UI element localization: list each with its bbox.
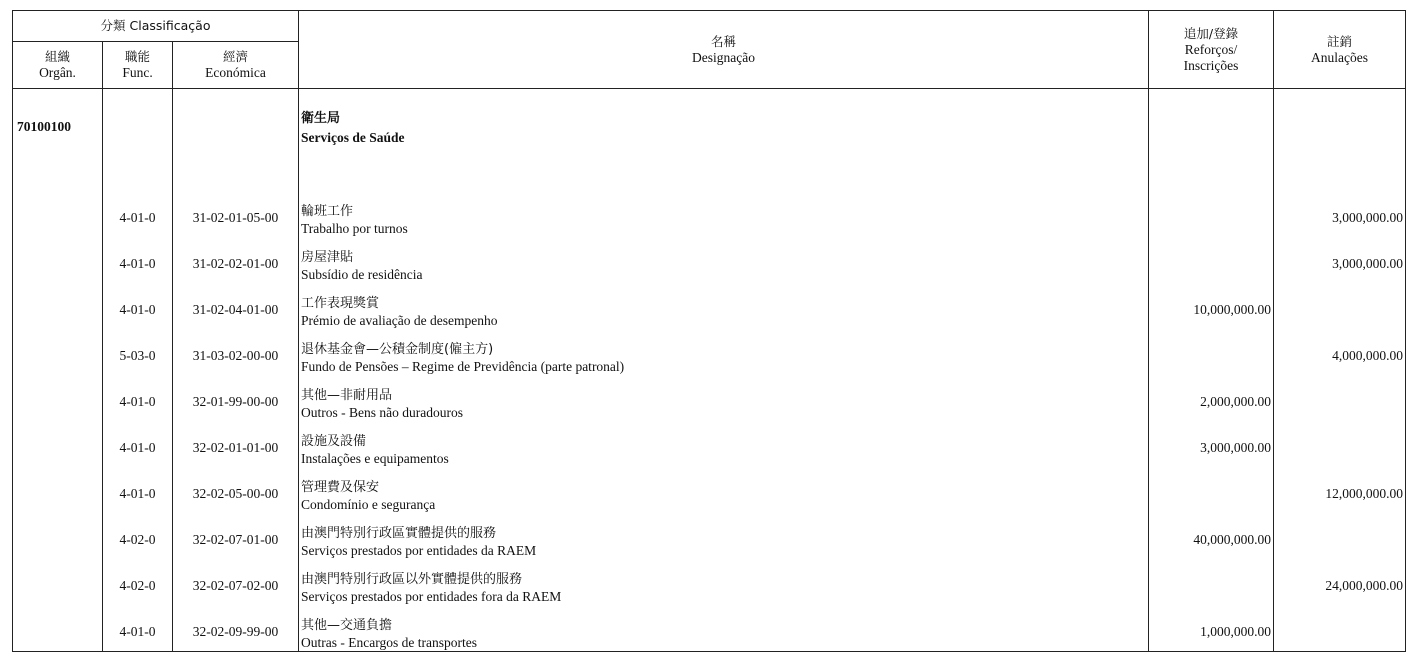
annulment-amount: 12,000,000.00 [1274, 467, 1406, 513]
econ-code: 32-02-05-00-00 [173, 467, 299, 513]
org-header-zh: 組織 [44, 49, 70, 64]
item-name-pt: Trabalho por turnos [301, 221, 408, 236]
econ-code: 31-02-04-01-00 [173, 283, 299, 329]
table-row [13, 605, 1406, 652]
org-cell [13, 237, 103, 283]
designation-header-zh: 名稱 [711, 33, 737, 49]
item-name-zh: 設施及設備 [301, 434, 367, 449]
annulment-amount [1274, 283, 1406, 329]
item-designation [299, 329, 1149, 375]
econ-code: 32-02-07-02-00 [173, 559, 299, 605]
reinforcement-amount [1149, 467, 1274, 513]
item-name-zh: 管理費及保安 [301, 480, 380, 495]
org-cell [13, 375, 103, 421]
table-header [13, 11, 1406, 89]
entity-row [13, 89, 1406, 192]
org-header-pt: Orgân. [39, 65, 76, 80]
func-code: 4-01-0 [103, 467, 173, 513]
item-name-zh: 退休基金會—公積金制度(僱主方) [301, 342, 494, 357]
budget-table [12, 10, 1406, 652]
func-code: 5-03-0 [103, 329, 173, 375]
item-designation [299, 191, 1149, 237]
org-header [13, 42, 103, 89]
item-designation [299, 421, 1149, 467]
org-cell [13, 605, 103, 652]
table-row [13, 559, 1406, 605]
annulments-header-zh: 註銷 [1327, 33, 1353, 49]
reinforcement-amount [1149, 191, 1274, 237]
item-name-pt: Serviços prestados por entidades da RAEM [301, 543, 537, 558]
reinforcement-amount: 1,000,000.00 [1149, 605, 1274, 652]
org-cell [13, 467, 103, 513]
entity-name-pt: Serviços de Saúde [301, 130, 405, 145]
entity-func-cell [103, 89, 173, 192]
org-cell [13, 559, 103, 605]
func-header-pt: Func. [122, 65, 153, 80]
org-cell [13, 329, 103, 375]
designation-header [299, 11, 1149, 89]
func-code: 4-02-0 [103, 559, 173, 605]
reinforcement-amount: 10,000,000.00 [1149, 283, 1274, 329]
item-name-pt: Fundo de Pensões – Regime de Previdência (parte patronal) [301, 359, 625, 374]
table-row [13, 191, 1406, 237]
econ-header [173, 42, 299, 89]
reinforcement-amount [1149, 559, 1274, 605]
item-name-zh: 由澳門特別行政區實體提供的服務 [301, 526, 497, 541]
table-row [13, 329, 1406, 375]
annulment-amount [1274, 513, 1406, 559]
item-designation [299, 559, 1149, 605]
econ-code: 32-02-09-99-00 [173, 605, 299, 652]
item-name-pt: Prémio de avaliação de desempenho [301, 313, 498, 328]
entity-econ-cell [173, 89, 299, 192]
item-name-pt: Instalações e equipamentos [301, 451, 449, 466]
item-name-zh: 工作表現獎賞 [301, 296, 380, 311]
reinforcements-header-pt1: Reforços/ [1184, 41, 1238, 57]
annulment-amount [1274, 375, 1406, 421]
reinforcement-amount: 2,000,000.00 [1149, 375, 1274, 421]
item-designation [299, 605, 1149, 652]
item-name-pt: Subsídio de residência [301, 267, 423, 282]
item-designation [299, 375, 1149, 421]
econ-code: 31-02-02-01-00 [173, 237, 299, 283]
table-body [13, 89, 1406, 652]
func-code: 4-01-0 [103, 421, 173, 467]
item-designation [299, 283, 1149, 329]
func-code: 4-01-0 [103, 191, 173, 237]
item-name-zh: 由澳門特別行政區以外實體提供的服務 [301, 572, 523, 587]
func-code: 4-01-0 [103, 605, 173, 652]
entity-code: 70100100 [13, 89, 103, 192]
econ-code: 31-02-01-05-00 [173, 191, 299, 237]
item-name-zh: 其他—交通負擔 [301, 618, 393, 633]
entity-name-zh: 衛生局 [301, 111, 341, 126]
reinforcements-header [1149, 11, 1274, 89]
classification-header-label: 分類 Classificação [100, 18, 211, 33]
item-name-pt: Serviços prestados por entidades fora da RAEM [301, 589, 562, 604]
func-header-zh: 職能 [124, 49, 150, 64]
item-name-zh: 其他—非耐用品 [301, 388, 393, 403]
func-code: 4-02-0 [103, 513, 173, 559]
func-header [103, 42, 173, 89]
table-row [13, 467, 1406, 513]
annulment-amount: 4,000,000.00 [1274, 329, 1406, 375]
entity-reinforcement-cell [1149, 89, 1274, 192]
table-row [13, 421, 1406, 467]
org-cell [13, 191, 103, 237]
annulment-amount: 24,000,000.00 [1274, 559, 1406, 605]
annulments-header [1274, 11, 1406, 89]
econ-header-zh: 經濟 [223, 49, 249, 64]
classification-header [13, 11, 299, 42]
entity-annulment-cell [1274, 89, 1406, 192]
reinforcement-amount: 3,000,000.00 [1149, 421, 1274, 467]
reinforcement-amount: 40,000,000.00 [1149, 513, 1274, 559]
annulments-header-pt: Anulações [1311, 49, 1368, 65]
org-cell [13, 283, 103, 329]
table-row [13, 237, 1406, 283]
econ-header-pt: Económica [205, 65, 266, 80]
func-code: 4-01-0 [103, 283, 173, 329]
reinforcement-amount [1149, 237, 1274, 283]
org-cell [13, 513, 103, 559]
func-code: 4-01-0 [103, 375, 173, 421]
entity-designation [299, 89, 1149, 192]
func-code: 4-01-0 [103, 237, 173, 283]
item-name-zh: 房屋津貼 [301, 250, 354, 265]
annulment-amount: 3,000,000.00 [1274, 191, 1406, 237]
econ-code: 32-02-07-01-00 [173, 513, 299, 559]
reinforcements-header-pt2: Inscrições [1183, 57, 1239, 73]
table-row [13, 375, 1406, 421]
item-name-pt: Condomínio e segurança [301, 497, 436, 512]
econ-code: 32-01-99-00-00 [173, 375, 299, 421]
item-name-pt: Outras - Encargos de transportes [301, 635, 477, 650]
item-name-zh: 輪班工作 [301, 204, 354, 219]
item-designation [299, 237, 1149, 283]
annulment-amount: 3,000,000.00 [1274, 237, 1406, 283]
item-designation [299, 467, 1149, 513]
reinforcements-header-zh: 追加/登錄 [1183, 25, 1239, 41]
designation-header-pt: Designação [692, 49, 755, 65]
org-cell [13, 421, 103, 467]
annulment-amount [1274, 605, 1406, 652]
item-name-pt: Outros - Bens não duradouros [301, 405, 463, 420]
item-designation [299, 513, 1149, 559]
econ-code: 31-03-02-00-00 [173, 329, 299, 375]
annulment-amount [1274, 421, 1406, 467]
reinforcement-amount [1149, 329, 1274, 375]
table-row [13, 513, 1406, 559]
table-row [13, 283, 1406, 329]
econ-code: 32-02-01-01-00 [173, 421, 299, 467]
